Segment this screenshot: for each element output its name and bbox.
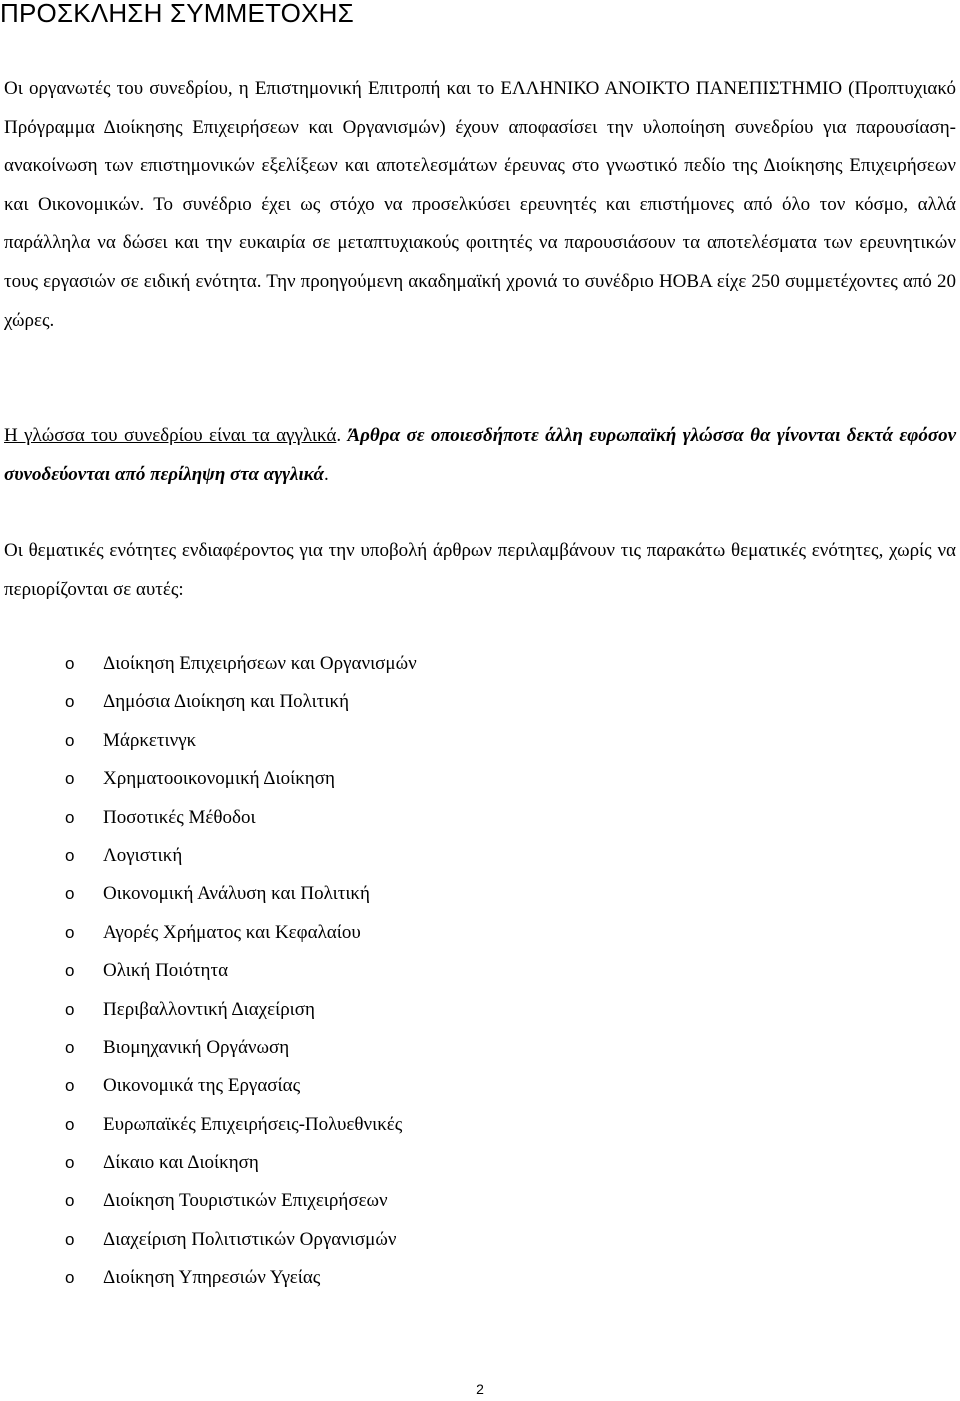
list-item [0, 722, 900, 760]
list-item [0, 1259, 900, 1297]
topic-label: Περιβαλλοντική Διαχείριση [103, 998, 315, 1020]
bullet-icon: o [65, 922, 75, 942]
list-item [0, 991, 900, 1029]
language-end: . [323, 463, 329, 485]
topics-list [0, 645, 900, 1298]
list-item [0, 1067, 900, 1105]
list-item [0, 1029, 900, 1067]
topic-label: Διοίκηση Υπηρεσιών Υγείας [103, 1267, 321, 1289]
bullet-icon: o [65, 654, 75, 673]
topic-label: Ποσοτικές Μέθοδοι [103, 806, 256, 828]
language-emphasis: Άρθρα σε οποιεσδήποτε άλλη ευρωπαϊκή γλώσσα θα γίνονται δεκτά εφόσον συνοδεύονται από περίληψη στα αγγλικά [4, 425, 957, 485]
topic-label: Αγορές Χρήματος και Κεφαλαίου [103, 921, 361, 943]
list-item [0, 837, 900, 875]
topic-label: Μάρκετινγκ [103, 729, 197, 751]
topic-label: Βιομηχανική Οργάνωση [103, 1036, 290, 1058]
topic-label: Χρηματοοικονομική Διοίκηση [103, 768, 335, 790]
list-item [0, 645, 900, 683]
list-item [0, 799, 900, 837]
bullet-icon: o [65, 1037, 75, 1057]
topic-label: Διαχείριση Πολιτιστικών Οργανισμών [103, 1228, 397, 1250]
list-item [0, 760, 900, 798]
topic-label: Ολική Ποιότητα [103, 960, 229, 982]
topic-label: Λογιστική [103, 844, 183, 866]
bullet-icon: o [65, 730, 75, 750]
topic-label: Ευρωπαϊκές Επιχειρήσεις-Πολυεθνικές [103, 1113, 403, 1135]
bullet-icon: o [65, 884, 75, 904]
page-title: ΠΡΟΣΚΛΗΣΗ ΣΥΜΜΕΤΟΧΗΣ [0, 0, 354, 28]
language-paragraph [4, 417, 956, 494]
topic-label: Οικονομική Ανάλυση και Πολιτική [103, 883, 370, 905]
topics-intro-paragraph: Οι θεματικές ενότητες ενδιαφέροντος για την υποβολή άρθρων περιλαμβάνουν τις παρακάτω θεματικές ενότητες, χωρίς να περιορίζονται σε αυτές: [4, 540, 956, 600]
list-item [0, 952, 900, 990]
topic-label: Διοίκηση Επιχειρήσεων και Οργανισμών [103, 653, 417, 674]
topic-label: Δημόσια Διοίκηση και Πολιτική [103, 691, 350, 713]
bullet-icon: o [65, 961, 75, 981]
list-item [0, 875, 900, 913]
bullet-icon: o [65, 807, 75, 827]
language-separator: . [336, 425, 348, 446]
list-item [0, 1106, 900, 1144]
bullet-icon: o [65, 769, 75, 789]
bullet-icon: o [65, 1076, 75, 1096]
page-number: 2 [476, 1381, 484, 1397]
intro-paragraph: Οι οργανωτές του συνεδρίου, η Επιστημονική Επιτροπή και το ΕΛΛΗΝΙΚΟ ΑΝΟΙΚΤΟ ΠΑΝΕΠΙΣΤΗΜΙΟ (Προπτυχιακό Πρόγραμμα Διοίκησης Επιχειρήσεων και Οργανισμών) έχουν αποφασίσει την υλοποίηση συνεδρίου για παρουσίαση-ανακοίνωση των επιστημονικών εξελίξεων και αποτελεσμάτων έρευνας στο γνωστικό πεδίο της Διοίκησης Επιχειρήσεων και Οικονομικών. Το συνέδριο έχει ως στόχο να προσελκύσει ερευνητές και επιστήμονες από όλο τον κόσμο, αλλά παράλληλα να δώσει και την ευκαιρία σε μεταπτυχιακούς φοιτητές να παρουσιάσουν τα αποτελέσματα των ερευνητικών τους εργασιών σε ειδική ενότητα. Την προηγούμενη ακαδημαϊκή χρονιά το συνέδριο HOBA είχε 250 συμμετέχοντες από 20 χώρες. [4, 78, 956, 331]
topic-label: Διοίκηση Τουριστικών Επιχειρήσεων [103, 1190, 388, 1212]
list-item [0, 1144, 900, 1182]
bullet-icon: o [65, 1268, 75, 1288]
list-item [0, 1221, 900, 1259]
bullet-icon: o [65, 845, 75, 865]
bullet-icon: o [65, 1229, 75, 1249]
bullet-icon: o [65, 1114, 75, 1134]
bullet-icon: o [65, 692, 75, 712]
language-statement: Η γλώσσα του συνεδρίου είναι τα αγγλικά [4, 425, 337, 446]
list-item [0, 683, 900, 721]
bullet-icon: o [65, 1191, 75, 1211]
topic-label: Δίκαιο και Διοίκηση [103, 1152, 259, 1174]
list-item [0, 1182, 900, 1220]
list-item [0, 914, 900, 952]
bullet-icon: o [65, 999, 75, 1019]
topic-label: Οικονομικά της Εργασίας [103, 1075, 301, 1097]
bullet-icon: o [65, 1153, 75, 1173]
